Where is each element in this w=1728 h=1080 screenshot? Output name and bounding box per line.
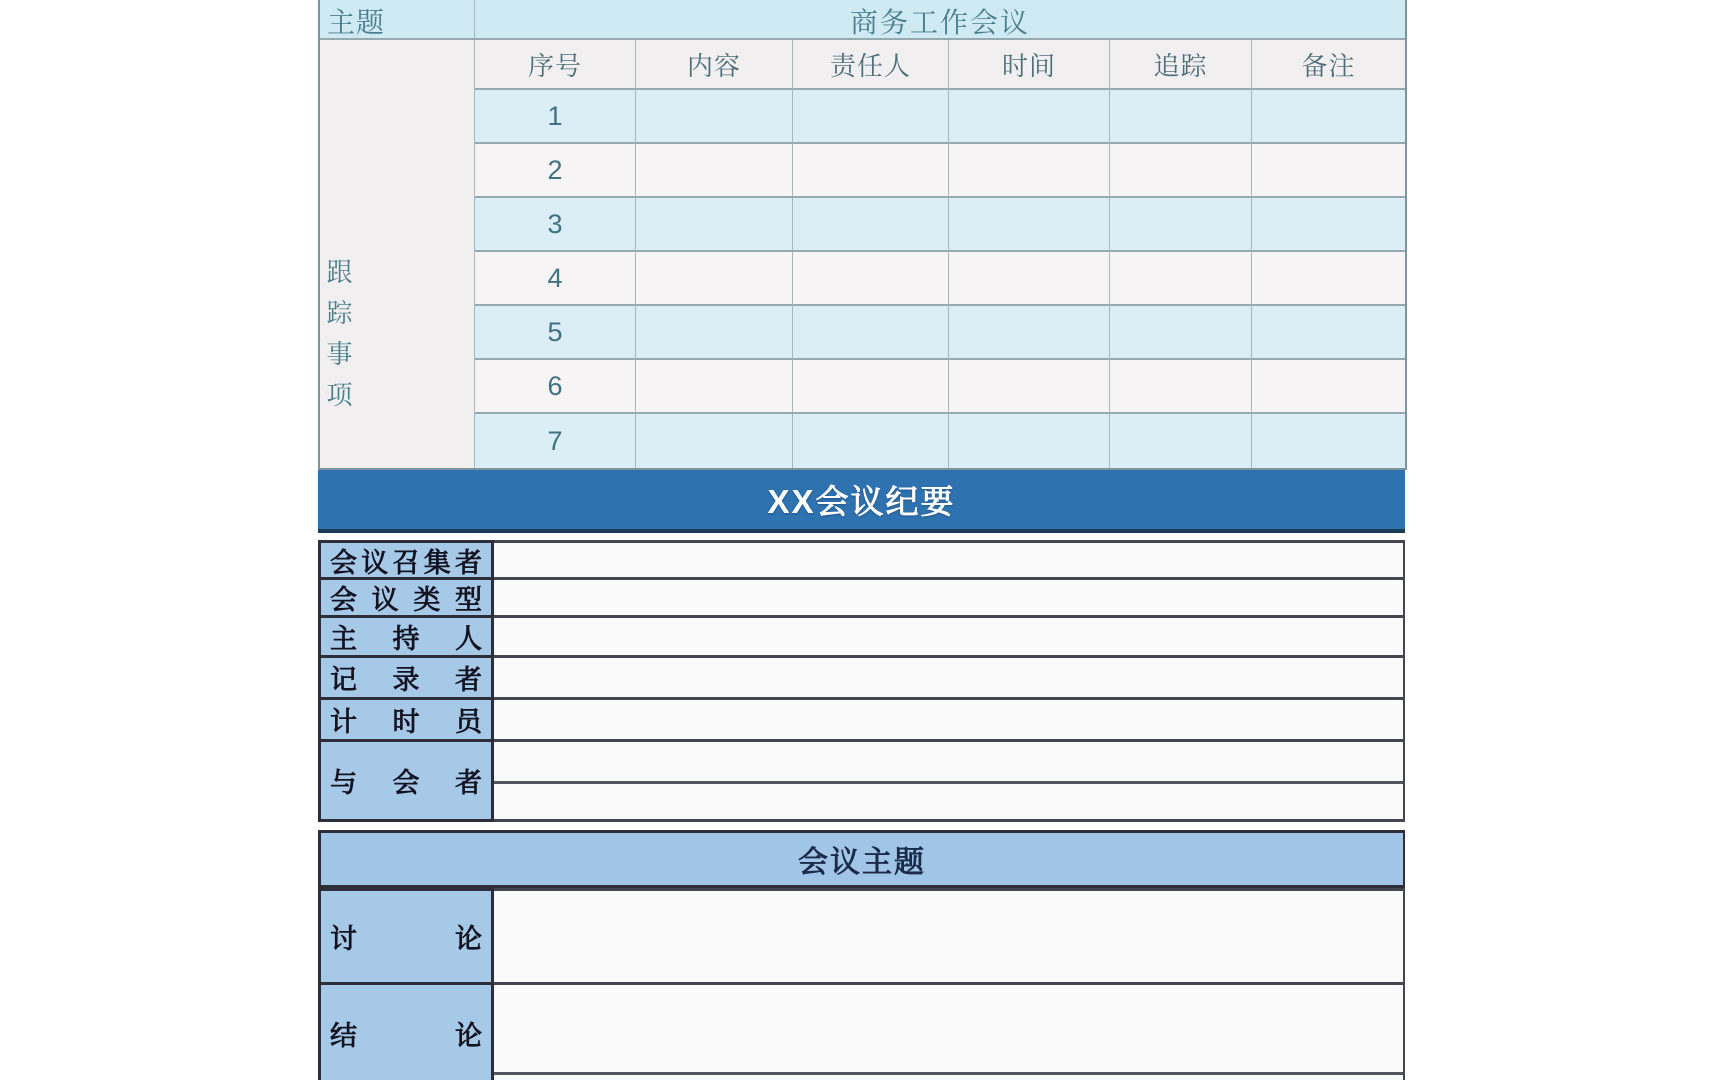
column-header-owner: 责任人	[793, 40, 949, 90]
section-label-conclusion: 结论	[318, 985, 494, 1080]
section-label-discussion: 讨论	[318, 888, 494, 985]
tracking-cell[interactable]	[1252, 360, 1405, 414]
conclusion-bottom-line	[494, 1072, 1403, 1075]
tracking-cell[interactable]	[1110, 360, 1252, 414]
tracking-cell[interactable]	[1252, 198, 1405, 252]
form-row-recorder	[318, 658, 1405, 700]
field-value-meeting-type[interactable]	[494, 580, 1405, 618]
subject-value-cell[interactable]: 商务工作会议	[475, 0, 1405, 40]
tracking-cell[interactable]	[793, 306, 949, 360]
field-label-attendees: 与会者	[318, 742, 494, 822]
field-value-timekeeper[interactable]	[494, 700, 1405, 742]
row-number: 2	[475, 144, 636, 198]
column-header-remarks: 备注	[1252, 40, 1405, 90]
tracking-items-side-cell	[320, 40, 475, 468]
meeting-topic-text: 会议主题	[798, 846, 926, 879]
form-row-discussion	[318, 888, 1405, 985]
tracking-cell[interactable]	[636, 198, 793, 252]
tracking-cell[interactable]	[793, 414, 949, 468]
attendees-divider-line	[494, 781, 1403, 784]
minutes-title-banner	[318, 470, 1405, 533]
tracking-cell[interactable]	[636, 90, 793, 144]
subject-label-cell: 主题	[320, 0, 475, 40]
tracking-cell[interactable]	[1110, 414, 1252, 468]
form-row-host	[318, 618, 1405, 658]
tracking-cell[interactable]	[949, 360, 1110, 414]
tracking-cell[interactable]	[1110, 252, 1252, 306]
column-header-index: 序号	[475, 40, 636, 90]
field-value-convener[interactable]	[494, 540, 1405, 580]
tracking-cell[interactable]	[793, 252, 949, 306]
tracking-cell[interactable]	[1110, 144, 1252, 198]
tracking-cell[interactable]	[949, 306, 1110, 360]
tracking-cell[interactable]	[793, 360, 949, 414]
meeting-topic-banner	[318, 830, 1405, 888]
column-header-followup: 追踪	[1110, 40, 1252, 90]
tracking-cell[interactable]	[636, 414, 793, 468]
tracking-cell[interactable]	[949, 414, 1110, 468]
tracking-cell[interactable]	[1252, 144, 1405, 198]
form-row-conclusion	[318, 985, 1405, 1080]
form-row-convener	[318, 540, 1405, 580]
field-label-host: 主持人	[318, 618, 494, 658]
tracking-cell[interactable]	[793, 198, 949, 252]
tracking-cell[interactable]	[949, 90, 1110, 144]
field-label-meeting-type: 会议类型	[318, 580, 494, 618]
field-value-recorder[interactable]	[494, 658, 1405, 700]
tracking-items-side-label: 跟踪事项	[323, 258, 353, 422]
row-number: 5	[475, 306, 636, 360]
tracking-cell[interactable]	[793, 90, 949, 144]
form-row-timekeeper	[318, 700, 1405, 742]
tracking-cell[interactable]	[1252, 414, 1405, 468]
tracking-cell[interactable]	[636, 360, 793, 414]
tracking-cell[interactable]	[1252, 252, 1405, 306]
section-value-discussion[interactable]	[494, 888, 1405, 985]
tracking-cell[interactable]	[1110, 306, 1252, 360]
form-row-meeting-type	[318, 580, 1405, 618]
minutes-title-text: XX会议纪要	[767, 483, 956, 520]
row-number: 4	[475, 252, 636, 306]
column-header-time: 时间	[949, 40, 1110, 90]
field-label-timekeeper: 计时员	[318, 700, 494, 742]
tracking-cell[interactable]	[949, 252, 1110, 306]
row-number: 7	[475, 414, 636, 468]
tracking-cell[interactable]	[1110, 90, 1252, 144]
field-value-host[interactable]	[494, 618, 1405, 658]
tracking-cell[interactable]	[793, 144, 949, 198]
row-number: 1	[475, 90, 636, 144]
field-label-convener: 会议召集者	[318, 540, 494, 580]
column-header-content: 内容	[636, 40, 793, 90]
section-value-conclusion[interactable]	[494, 985, 1405, 1080]
tracking-cell[interactable]	[1252, 90, 1405, 144]
form-row-attendees	[318, 742, 1405, 822]
field-label-recorder: 记录者	[318, 658, 494, 700]
tracking-cell[interactable]	[636, 252, 793, 306]
row-number: 3	[475, 198, 636, 252]
tracking-cell[interactable]	[949, 144, 1110, 198]
tracking-cell[interactable]	[636, 306, 793, 360]
tracking-table	[318, 0, 1407, 470]
tracking-cell[interactable]	[1252, 306, 1405, 360]
tracking-cell[interactable]	[636, 144, 793, 198]
tracking-cell[interactable]	[1110, 198, 1252, 252]
row-number: 6	[475, 360, 636, 414]
field-value-attendees[interactable]	[494, 742, 1405, 822]
tracking-cell[interactable]	[949, 198, 1110, 252]
